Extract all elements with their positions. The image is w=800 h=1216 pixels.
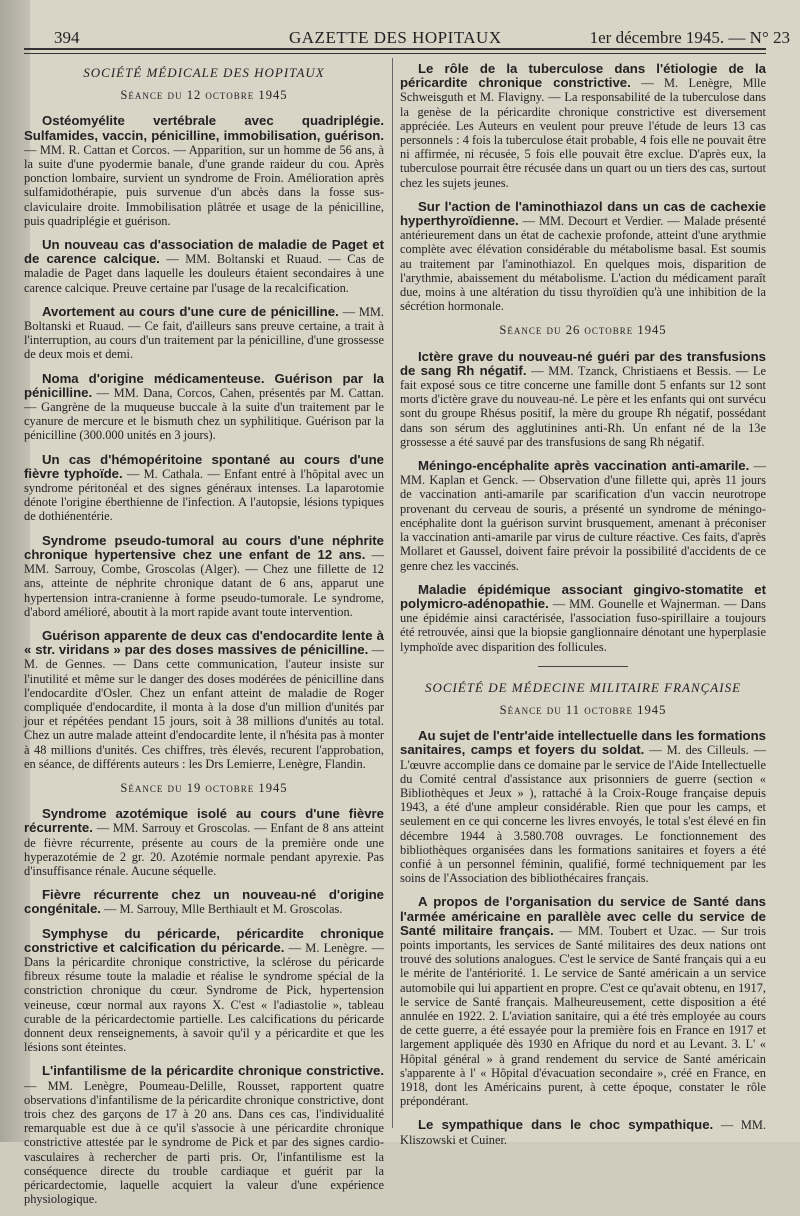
article-body: — MM. Boltanski et Ruaud. — Ce fait, d'ailleurs sans preuve certaine, a trait à l'interruption, au cours d'un traitement par la pénicilline, d'une grossesse de deux mois et demi. [24,304,385,362]
article-heading: Le rôle de la tuberculose dans l'étiologie de la péricardite chronique constrictive. [400,61,766,91]
article-body: — M. Lenègre, Mlle Schweisguth et M. Flavigny. — La responsabilité de la tuberculose dans la genèse de la péricardite chronique constrictive est diversement appréciée. Les Auteurs en veulent pour preuve l'étude de leurs 13 cas personnels : 4 fois la tuberculose était probable, 4 fois elle ne pouvait être ni affirmée, ni récusée, 5 fois elle pouvait être exclue. D'après eux, la tuberculose pourrait être récusée dans un quart ou un tiers des cas, surtout chez les sujets jeunes. [400,76,766,190]
article-heading: Un nouveau cas d'association de maladie de Paget et de carence calcique. [24,237,384,267]
article [24,629,384,771]
article [400,1118,766,1146]
article [400,729,766,885]
article-heading: Syndrome azotémique isolé au cours d'une fièvre récurrente. [24,806,384,836]
article-body: — MM. Sarrouy et Groscolas. — Enfant de 8 ans atteint de fièvre récurrente, présente au cours de la première onde une hyperazotémie de 2 gr. 20. Azotémie normale pendant apyrexie. Pas d'insuffisance rénale. Aucune séquelle. [24,821,384,878]
article-body: — MM. Sarrouy, Combe, Groscolas (Alger). — Chez une fillette de 12 ans, atteinte de néphrite chronique datant de 6 ans, apparut une hypertension intra-cranienne à forme pseudo-tumorale. Le syndrome, d'abord amélioré, aboutit à la mort rapide avant toute intervention. [24,547,384,619]
article-heading: Guérison apparente de deux cas d'endocardite lente à « str. viridans » par des doses massives de pénicilline. [24,627,384,658]
article-body: — MM. Decourt et Verdier. — Malade présenté antérieurement dans un état de cachexie profonde, atteint d'une arythmie complète avec élévation considérable du métabolisme basal. Est soumis au traitement par l'aminothiazol. En quelques mois, disparition de l'arythmie, abaissement du métabolisme. L'action du médicament paraît due, moins à une altération du tissu thyroïdien qu'à une inhibition de la sécrétion hormonale. [400,214,766,314]
article-heading: L'infantilisme de la péricardite chronique constrictive. [42,1063,384,1079]
article-body: — MM. Lenègre, Poumeau-Delille, Rousset, rapportent quatre observations d'infantilisme de la péricardite chronique constrictive, dont trois chez des garçons de 17 à 20 ans. Dans ces cas, l'individualité remarquable est due à ce qu'il s'associe à une péricardite chronique constrictive attestée par le syndrome de Pick et par des signes cardio-vasculaires à rechercher de parti pris. Or, l'infantilisme est la conséquence directe du trouble cardiaque et guérit par la péricardectomie, laquelle acquiert la valeur d'une expérience physiologique. [24,1078,384,1207]
article-body: — M. des Cilleuls. — L'œuvre accomplie dans ce domaine par le service de l'Aide Intellectuelle du Comité central d'assistance aux prisonniers de guerre (section « Bibliothèques et Jeux » ), rattaché à la Croix-Rouge française depuis 1943, a été d'une ampleur considérable. Rien que pour les camps, et seulement en ce qui concerne les livres envoyés, le total s'est élevé en fin décembre 1944 à 3.580.708 ouvrages. Le fonctionnement des bibliothèques organisées dans les formations sanitaires et foyers a été confié à un personnel féminin, qualifié, formé techniquement par les soins de l'Association des bibliothécaires français. [400,743,766,886]
article-body: — MM. Dana, Corcos, Cahen, présentés par M. Cattan. — Gangrène de la muqueuse buccale à la suite d'un traitement par le cyanure de mercure et le bismuth chez un syphilitique. Guérison par la pénicilline (300.000 unités en 3 jours). [24,385,384,443]
right-column [400,62,766,1157]
article [24,1064,384,1206]
article [24,238,384,295]
article-body: — MM. Kaplan et Genck. — Observation d'une fillette qui, après 11 jours de vaccination anti-amarile par scarification d'un vaccin neurotrope provenant du cerveau de souris, a présenté un syndrome de méningo-encéphalite dont la guérison survint brusquement, amenant à préconiser la vaccination anti-amarile par virus de culture réactive. Ces faits, d'après Mollaret et Gaussel, doivent faire prévoir la possibilité d'accidents de ce genre chez les vaccinés. [400,459,766,573]
journal-title: GAZETTE DES HOPITAUX [289,28,502,47]
article [400,459,766,573]
section-divider [538,666,628,667]
article-body: — MM. Kliszowski et Cuiner. [400,1118,766,1147]
article-heading: Maladie épidémique associant gingivo-stomatite et polymicro-adénopathie. [400,581,766,611]
article [24,305,384,362]
column-separator [392,58,393,1128]
article [400,62,766,190]
article [24,114,384,228]
page-header [54,6,796,47]
seance-heading: Séance du 11 octobre 1945 [499,702,667,717]
society-title: SOCIÉTÉ DE MÉDECINE MILITAIRE FRANÇAISE [424,679,742,695]
article-body: — MM. R. Cattan et Corcos. — Apparition, sur un homme de 56 ans, à la suite d'une pyodermie banale, d'une grande raideur du cou. Après ponction lombaire, survient un syndrome de Froin. Amélioration après sulfamidothérapie, puis survenue d'un abcès dans la fosse sus-claviculaire droite. Immobilisation plâtrée et usage de la pénicilline, puis quadriplégie et guérison. [24,142,384,228]
article-heading: Ostéomyélite vertébrale avec quadriplégie. Sulfamides, vaccin, pénicilline, immobilisation, guérison. [24,113,384,143]
society-title: SOCIÉTÉ MÉDICALE DES HOPITAUX [83,65,325,80]
article-body: — MM. Boltanski et Ruaud. — Cas de maladie de Paget dans laquelle les douleurs étaient secondaires à une carence calcique. Preuve certaine par l'usage de la recalcification. [24,252,384,295]
article-heading: Méningo-encéphalite après vaccination anti-amarile. [418,458,750,474]
article-heading: Le sympathique dans le choc sympathique. [418,1117,714,1133]
article-heading: Au sujet de l'entr'aide intellectuelle dans les formations sanitaires, camps et foyers du soldat. [400,728,766,758]
issue-date: 1er décembre 1945. — N° 23 [589,28,790,47]
page-number: 394 [54,28,80,47]
article [400,200,766,314]
article [24,372,384,443]
article-heading: A propos de l'organisation du service de Santé dans l'armée américaine en parallèle avec celle du service de Santé militaire français. [400,894,766,938]
article-heading: Ictère grave du nouveau-né guéri par des transfusions de sang Rh négatif. [400,348,766,378]
article [400,583,766,654]
article-heading: Syndrome pseudo-tumoral au cours d'une néphrite chronique hypertensive chez une enfant de 12 ans. [24,532,384,562]
seance-heading: Séance du 12 octobre 1945 [120,88,288,103]
article [24,927,384,1055]
article-body: — MM. Toubert et Uzac. — Sur trois points importants, les services de Santé militaires des deux nations ont trouvé des solutions analogues. C'est le service de Santé français qui a eu le mérite de l'antériorité. 1. Le service de Santé américain a un service automobile qui lui appartient en propre. C'est ce qu'avait obtenu, en 1917, le service de Santé français. Malheureusement, cette disposition a été annulée en 1922. 2. L'aviation sanitaire, qui a été très employée au cours de cette guerre, a été essayée pour la première fois en France en 1917 et largement appliquée dès 1930 en Afrique du nord et au Levant. 3. L' « Hôpital général » à grand rendement du service de Santé américain s'apparente à l' « Hôpital d'évacuation secondaire », créé en France, en 1918, dont les Américains purent, à cette époque, constater le rôle prépondérant. [400,923,766,1109]
article-body: — M. Lenègre. — Dans la péricardite chronique constrictive, la sclérose du péricarde fibreux résume toute la maladie et réalise le syndrome spécial de la constriction chronique du cœur. Syndrome de Pick, hypertension veineuse, cœur normal aux rayons X. C'est « l'adiastolie », tableau curable de la péricardectomie partielle. Les calcifications du péricarde donnent deux renseignements, à savoir qu'il y a péricardite et que les lésions sont éteintes. [24,940,384,1055]
article-heading: Un cas d'hémopéritoine spontané au cours d'une fièvre typhoïde. [24,451,384,481]
article-heading: Sur l'action de l'aminothiazol dans un cas de cachexie hyperthyroïdienne. [400,198,766,229]
article-heading: Noma d'origine médicamenteuse. Guérison par la pénicilline. [24,370,384,400]
header-rule-thick [24,48,766,50]
article [24,534,384,619]
article-body: — MM. Gounelle et Wajnerman. — Dans une épidémie ainsi caractérisée, l'association fuso-spirillaire a toujours été retrouvée, ainsi que la biopsie ganglionnaire dénotant une hyperplasie lymphoïde avec disparition des follicules. [400,596,766,654]
article-body: — MM. Tzanck, Christiaens et Bessis. — Le fait exposé sous ce titre concerne une famille dont 5 enfants sur 12 sont morts d'ictère grave du nouveau-né. Le père et les enfants qui ont survécu sont du groupe Rhésus positif, la mère du groupe Rh négatif, possédant dans son sérum des agglutinines anti-Rh. Un enfant né de la 13e grossesse a été sauvé par des transfusions de sang Rh négatif. [400,363,766,449]
article-body: — M. Sarrouy, Mlle Berthiault et M. Groscolas. [100,902,343,917]
article-body: — M. de Gennes. — Dans cette communication, l'auteur insiste sur l'inutilité et même sur le danger des doses modérées de pénicilline dans l'endocardite d'Osler. Chez un enfant atteint de maladie de Roger compliquée d'endocardite, il monta à la dose d'un million d'unités par jour et répétées pendant 15 jours, soit à 38 millions d'unités au total. Chez un autre malade atteint d'endocardite lente, il n'hésita pas à monter à 48 millions d'unités. Ces chiffres, très élevés, recurent l'approbation, en séance, de différents auteurs : les Drs Lemierre, Lenègre, Flandin. [24,643,384,771]
article-heading: Avortement au cours d'une cure de pénicilline. [42,303,339,319]
article [400,350,766,449]
article-heading: Fièvre récurrente chez un nouveau-né d'origine congénitale. [24,887,384,917]
article-heading: Symphyse du péricarde, péricardite chronique constrictive et calcification du péricarde. [24,925,384,955]
article [24,453,384,524]
article [24,807,384,878]
article [400,895,766,1108]
article [24,888,384,916]
article-body: — M. Cathala. — Enfant entré à l'hôpital avec un syndrome péritonéal et des signes généraux intenses. La laparotomie dénote l'origine éberthienne de l'infection. A l'autopsie, lésions typiques de dothiénentérie. [24,466,384,524]
left-column [24,62,384,1216]
seance-heading: Séance du 19 octobre 1945 [120,780,288,795]
seance-heading: Séance du 26 octobre 1945 [499,323,667,338]
header-rule-thin [24,53,766,54]
